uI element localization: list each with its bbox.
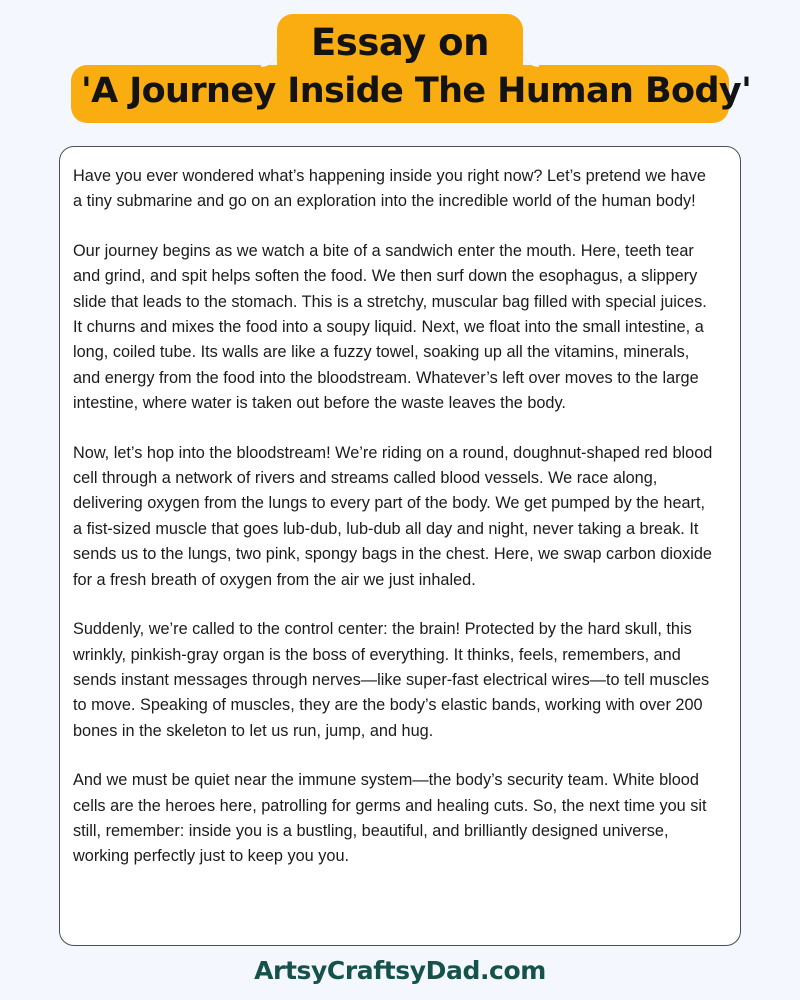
banner-eyebrow-tab [277, 14, 523, 67]
essay-title-banner [0, 14, 800, 123]
banner-title-bar [71, 65, 752, 122]
banner-eyebrow-text: Essay on [311, 21, 489, 64]
essay-paragraph: Now, let’s hop into the bloodstream! We’re riding on a round, doughnut-shaped red blood cell through a network of rivers and streams called blood vessels. We race along, delivering oxygen from the lungs to every part of the body. We get pumped by the heart, a fist-sized muscle that goes lub-dub, lub-dub all day and night, never taking a break. It sends us to the lungs, two pink, spongy bags in the chest. Here, we swap carbon dioxide for a fresh breath of oxygen from the air we just inhaled. [73, 443, 713, 589]
essay-body [73, 164, 718, 870]
essay-paragraph: Suddenly, we’re called to the control center: the brain! Protected by the hard skull, this wrinkly, pinkish-gray organ is the boss of everything. It thinks, feels, remembers, and sends instant messages through nerves—like super-fast electrical wires—to tell muscles to move. Speaking of muscles, they are the body’s elastic bands, working with over 200 bones in the skeleton to let us run, jump, and hug. [73, 620, 710, 740]
site-footer [0, 956, 800, 985]
essay-paragraph: Have you ever wondered what’s happening inside you right now? Let’s pretend we have a tiny submarine and go on an exploration into the incredible world of the human body! [73, 167, 706, 211]
banner-title-text: 'A Journey Inside The Human Body' [81, 71, 752, 112]
essay-paragraph: Our journey begins as we watch a bite of a sandwich enter the mouth. Here, teeth tear and grind, and spit helps soften the food. We then surf down the esophagus, a slippery slide that leads to the stomach. This is a stretchy, muscular bag filled with special juices. It churns and mixes the food into a soupy liquid. Next, we float into the small intestine, a long, coiled tube. Its walls are like a fuzzy towel, soaking up all the vitamins, minerals, and energy from the food into the bloodstream. Whatever’s left over moves to the large intestine, where water is taken out before the waste leaves the body. [73, 241, 707, 413]
essay-content-card [59, 146, 741, 946]
site-branding: ArtsyCraftsyDad.com [254, 956, 546, 985]
essay-paragraph: And we must be quiet near the immune system—the body’s security team. White blood cells are the heroes here, patrolling for germs and healing cuts. So, the next time you sit still, remember: inside you is a bustling, beautiful, and brilliantly designed universe, working perfectly just to keep you you. [73, 771, 707, 866]
